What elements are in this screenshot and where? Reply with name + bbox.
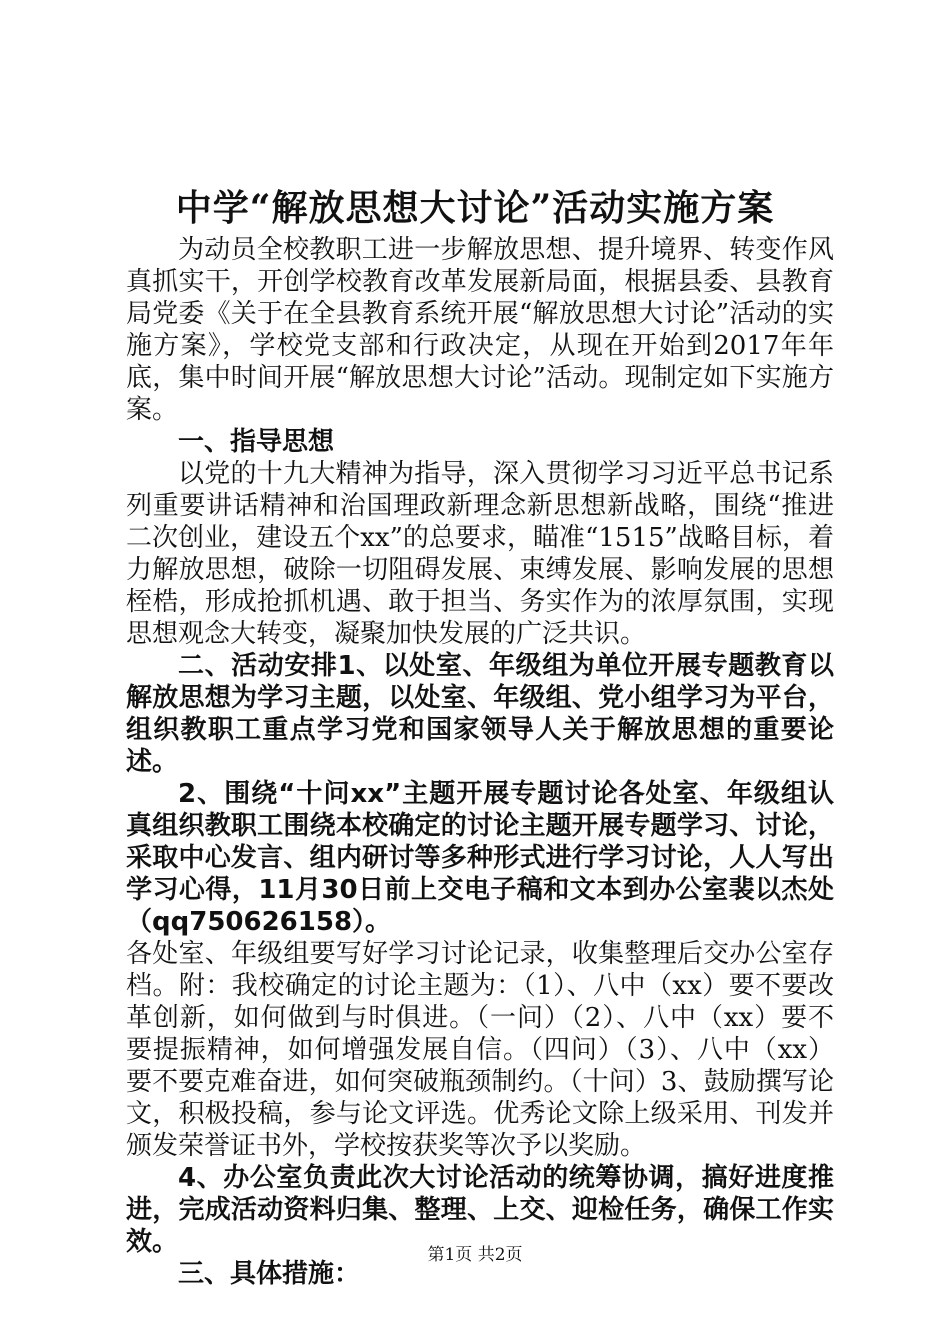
section-heading-guiding-thought: 一、指导思想 [178,427,335,457]
office-responsibility-paragraph: 4、办公室负责此次大讨论活动的统筹协调，搞好进度推进，完成活动资料归集、整理、上交、迎检任务，确保工作实效。 [126,1163,834,1257]
activity-arrangement-paragraph: 二、活动安排1、以处室、年级组为单位开展专题教育以解放思想为学习主题，以处室、年级组、党小组学习为平台，组织教职工重点学习党和国家领导人关于解放思想的重要论述。 [126,651,834,777]
document-body [126,234,834,1290]
document-title: 中学“解放思想大讨论”活动实施方案 [175,187,775,229]
section-heading-measures: 三、具体措施： [178,1259,361,1289]
page-footer: 第1页 共2页 [427,1245,523,1265]
discussion-paragraph: 2、围绕“十问xx”主题开展专题讨论各处室、年级组认真组织教职工围绕本校确定的讨论主题开展专题学习、讨论，采取中心发言、组内研讨等多种形式进行学习讨论，人人写出学习心得，11月30日前上交电子稿和文本到办公室裴以杰处（qq750626158）。 [126,779,834,937]
intro-paragraph: 为动员全校教职工进一步解放思想、提升境界、转变作风真抓实干，开创学校教育改革发展新局面，根据县委、县教育局党委《关于在全县教育系统开展“解放思想大讨论”活动的实施方案》，学校党支部和行政决定，从现在开始到2017年年底，集中时间开展“解放思想大讨论”活动。现制定如下实施方案。 [126,235,834,425]
guiding-thought-paragraph: 以党的十九大精神为指导，深入贯彻学习习近平总书记系列重要讲话精神和治国理政新理念新思想新战略，围绕“推进二次创业，建设五个xx”的总要求，瞄准“1515”战略目标，着力解放思想，破除一切阻碍发展、束缚发展、影响发展的思想桎梏，形成抢抓机遇、敢于担当、务实作为的浓厚氛围，实现思想观念大转变，凝聚加快发展的广泛共识。 [126,459,834,649]
discussion-detail-paragraph: 各处室、年级组要写好学习讨论记录，收集整理后交办公室存档。附：我校确定的讨论主题为：（1）、八中（xx）要不要改革创新，如何做到与时俱进。（一问）（2）、八中（xx）要不要提振精神，如何增强发展自信。（四问）（3）、八中（xx）要不要克难奋进，如何突破瓶颈制约。（十问）3、鼓励撰写论文，积极投稿，参与论文评选。优秀论文除上级采用、刊发并颁发荣誉证书外，学校按获奖等次予以奖励。 [126,939,834,1161]
